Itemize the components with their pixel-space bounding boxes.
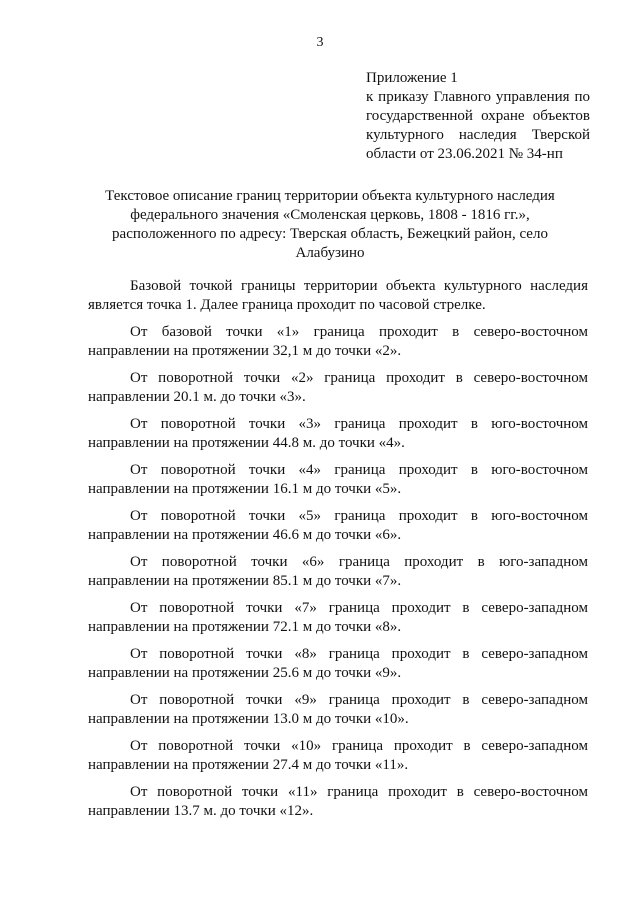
paragraph: [88, 461, 588, 499]
paragraph-line: направлении 13.7 м. до точки «12».: [88, 803, 314, 819]
appendix-line: культурного наследия Тверской: [366, 127, 590, 143]
paragraph-line: От базовой точки «1» граница проходит в северо-восточном: [130, 324, 588, 340]
paragraph: [88, 599, 588, 637]
paragraph-line: От поворотной точки «11» граница проходит в северо-восточном: [130, 784, 588, 800]
title-line: Текстовое описание границ территории объекта культурного наследия: [105, 188, 555, 204]
body-text: [88, 277, 588, 829]
appendix-block: [366, 69, 590, 164]
appendix-line: Приложение 1: [366, 70, 458, 86]
paragraph-line: направлении на протяжении 32,1 м до точки «2».: [88, 343, 402, 359]
paragraph-line: От поворотной точки «9» граница проходит в северо-западном: [130, 692, 588, 708]
paragraph-line: направлении на протяжении 46.6 м до точки «6».: [88, 527, 402, 543]
paragraph-line: направлении на протяжении 25.6 м до точки «9».: [88, 665, 402, 681]
appendix-line: области от 23.06.2021 № 34-нп: [366, 146, 563, 162]
paragraph-line: направлении на протяжении 44.8 м. до точки «4».: [88, 435, 405, 451]
paragraph: [88, 507, 588, 545]
paragraph: [88, 277, 588, 315]
paragraph-line: является точка 1. Далее граница проходит по часовой стрелке.: [88, 297, 486, 313]
paragraph-line: От поворотной точки «2» граница проходит в северо-восточном: [130, 370, 588, 386]
paragraph-line: От поворотной точки «4» граница проходит в юго-восточном: [130, 462, 588, 478]
paragraph: [88, 369, 588, 407]
paragraph-line: Базовой точкой границы территории объекта культурного наследия: [130, 278, 588, 294]
appendix-line: государственной охране объектов: [366, 108, 590, 124]
paragraph-line: направлении на протяжении 85.1 м до точки «7».: [88, 573, 402, 589]
paragraph-line: направлении 20.1 м. до точки «3».: [88, 389, 306, 405]
title-line: федерального значения «Смоленская церковь, 1808 - 1816 гг.»,: [130, 207, 530, 223]
paragraph: [88, 323, 588, 361]
paragraph: [88, 691, 588, 729]
paragraph: [88, 645, 588, 683]
document-title: [95, 187, 565, 263]
paragraph-line: От поворотной точки «6» граница проходит в юго-западном: [130, 554, 588, 570]
paragraph-line: направлении на протяжении 72.1 м до точки «8».: [88, 619, 402, 635]
paragraph: [88, 783, 588, 821]
title-line: Алабузино: [295, 245, 365, 261]
paragraph: [88, 415, 588, 453]
paragraph-line: От поворотной точки «5» граница проходит в юго-восточном: [130, 508, 588, 524]
title-line: расположенного по адресу: Тверская область, Бежецкий район, село: [112, 226, 548, 242]
appendix-line: к приказу Главного управления по: [366, 89, 590, 105]
paragraph-line: направлении на протяжении 13.0 м до точки «10».: [88, 711, 409, 727]
paragraph-line: направлении на протяжении 16.1 м до точки «5».: [88, 481, 402, 497]
page-number: 3: [316, 35, 324, 50]
paragraph: [88, 553, 588, 591]
paragraph-line: От поворотной точки «3» граница проходит в юго-восточном: [130, 416, 588, 432]
paragraph-line: От поворотной точки «8» граница проходит в северо-западном: [130, 646, 588, 662]
paragraph-line: направлении на протяжении 27.4 м до точки «11».: [88, 757, 409, 773]
paragraph-line: От поворотной точки «7» граница проходит в северо-западном: [130, 600, 588, 616]
paragraph-line: От поворотной точки «10» граница проходит в северо-западном: [130, 738, 588, 754]
paragraph: [88, 737, 588, 775]
